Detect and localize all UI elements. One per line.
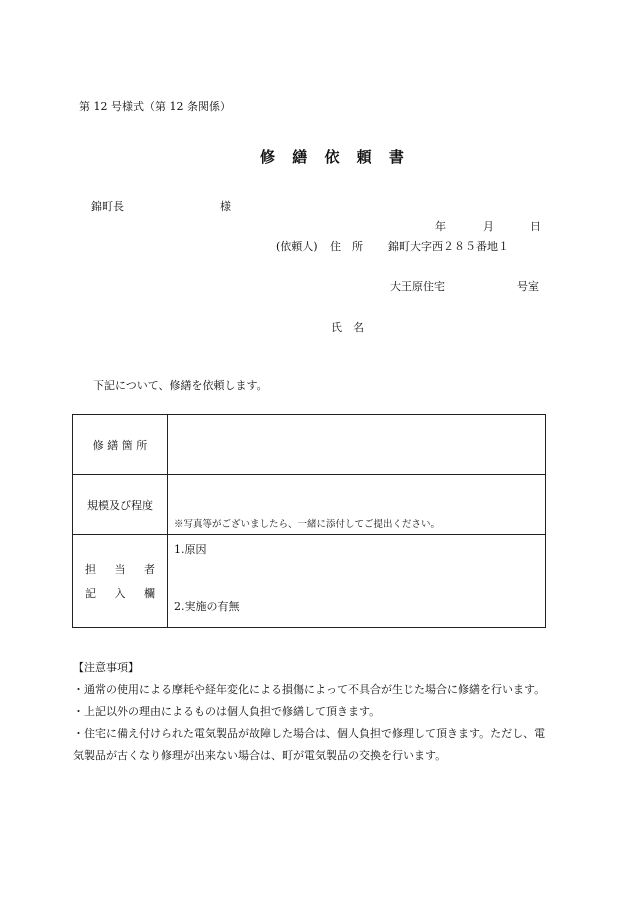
requester-label: (依頼人) <box>276 240 318 253</box>
table-row-scale <box>73 475 546 535</box>
address-label: 住 所 <box>330 240 363 253</box>
staff-label-line1: 担 当 者 <box>85 563 155 576</box>
staff-field[interactable] <box>168 535 546 628</box>
scale-field[interactable] <box>168 475 546 535</box>
building-name: 大王原住宅 <box>390 280 445 293</box>
form-number: 第 12 号様式（第 12 条関係） <box>79 100 231 113</box>
table-row-repair-location <box>73 415 546 475</box>
date-month: 月 <box>483 220 494 233</box>
date-year: 年 <box>435 220 446 233</box>
note-item: ・住宅に備え付けられた電気製品が故障した場合は、個人負担で修理して頂きます。ただし、電 <box>73 727 546 740</box>
name-label: 氏 名 <box>331 321 364 334</box>
repair-location-field[interactable] <box>168 415 546 475</box>
table-row-staff <box>73 535 546 628</box>
photo-note: ※写真等がございましたら、一緒に添付してご提出ください。 <box>174 519 441 530</box>
scale-label: 規模及び程度 <box>87 498 153 512</box>
addressee-name: 錦町長 <box>91 200 124 213</box>
scale-label-cell <box>73 475 168 535</box>
notes-heading: 【注意事項】 <box>73 661 139 674</box>
request-table <box>72 414 546 628</box>
repair-location-label: 修 繕 箇 所 <box>92 438 148 452</box>
cause-label: 1.原因 <box>174 543 207 556</box>
note-item: ・上記以外の理由によるものは個人負担で修繕して頂きます。 <box>73 705 381 718</box>
document-title: 修 繕 依 頼 書 <box>260 148 410 166</box>
staff-label-line2: 記 入 欄 <box>85 587 155 600</box>
staff-label-cell <box>73 535 168 628</box>
address-value: 錦町大字西２８５番地１ <box>388 240 509 253</box>
note-item: 気製品が古くなり修理が出来ない場合は、町が電気製品の交換を行います。 <box>73 749 447 762</box>
addressee-honorific: 様 <box>220 200 231 213</box>
room-label: 号室 <box>517 280 539 293</box>
implementation-label: 2.実施の有無 <box>174 600 240 613</box>
date-day: 日 <box>530 220 541 233</box>
notes-section <box>73 657 545 767</box>
note-item: ・通常の使用による摩耗や経年変化による損傷によって不具合が生じた場合に修繕を行います。 <box>73 683 546 696</box>
repair-location-label-cell <box>73 415 168 475</box>
intro-text: 下記について、修繕を依頼します。 <box>93 379 268 392</box>
